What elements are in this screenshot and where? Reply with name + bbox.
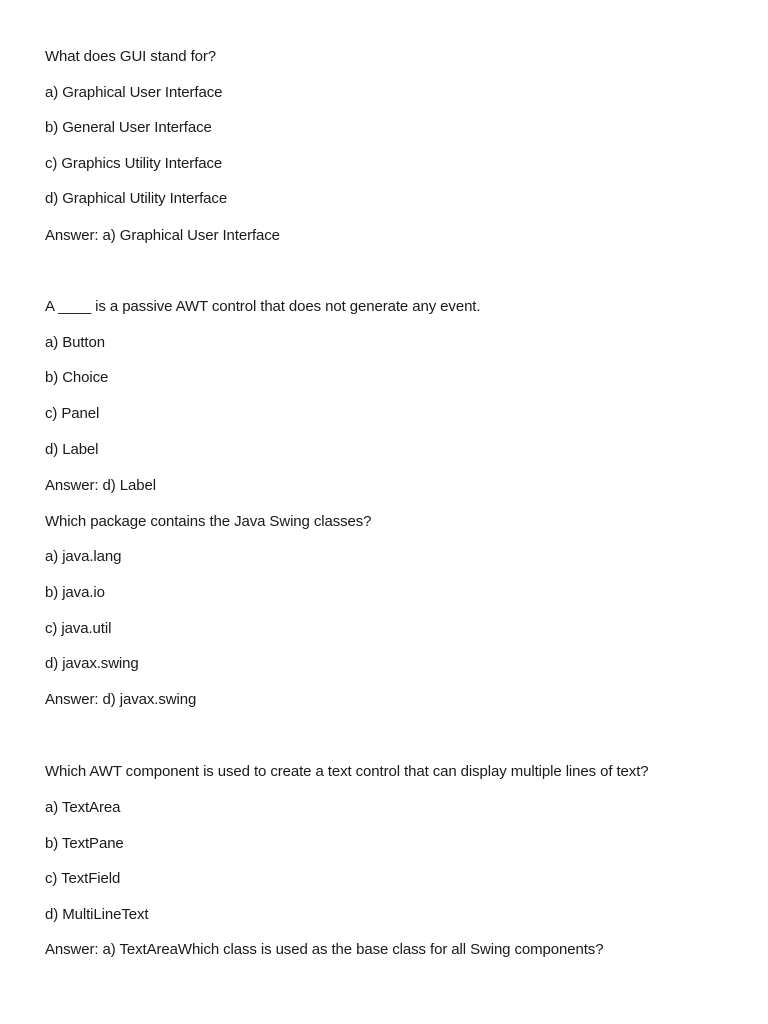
question-4-option-a: a) TextArea [45,799,121,816]
question-4-answer: Answer: a) TextAreaWhich class is used as the base class for all Swing components? [45,941,604,958]
question-2-option-c: c) Panel [45,405,100,422]
question-3-option-a: a) java.lang [45,548,122,565]
question-2-option-a: a) Button [45,334,105,351]
question-3-option-c: c) java.util [45,620,112,637]
question-2-answer: Answer: d) Label [45,477,156,494]
question-4-option-c: c) TextField [45,870,121,887]
question-4-option-b: b) TextPane [45,835,124,852]
question-3-answer: Answer: d) javax.swing [45,691,197,708]
question-2-option-d: d) Label [45,441,99,458]
question-3-option-d: d) javax.swing [45,655,139,672]
document-page [45,0,745,1024]
question-4-text: Which AWT component is used to create a text control that can display multiple lines of text? [45,763,649,780]
question-2-option-b: b) Choice [45,369,109,386]
question-4-option-d: d) MultiLineText [45,906,149,923]
question-1-text: What does GUI stand for? [45,48,217,65]
question-1-option-a: a) Graphical User Interface [45,84,223,101]
question-1-option-d: d) Graphical Utility Interface [45,190,228,207]
question-1-option-b: b) General User Interface [45,119,212,136]
question-1-option-c: c) Graphics Utility Interface [45,155,223,172]
question-3-text: Which package contains the Java Swing classes? [45,513,372,530]
question-2-text: A ____ is a passive AWT control that does not generate any event. [45,298,481,315]
question-3-option-b: b) java.io [45,584,105,601]
question-1-answer: Answer: a) Graphical User Interface [45,227,280,244]
